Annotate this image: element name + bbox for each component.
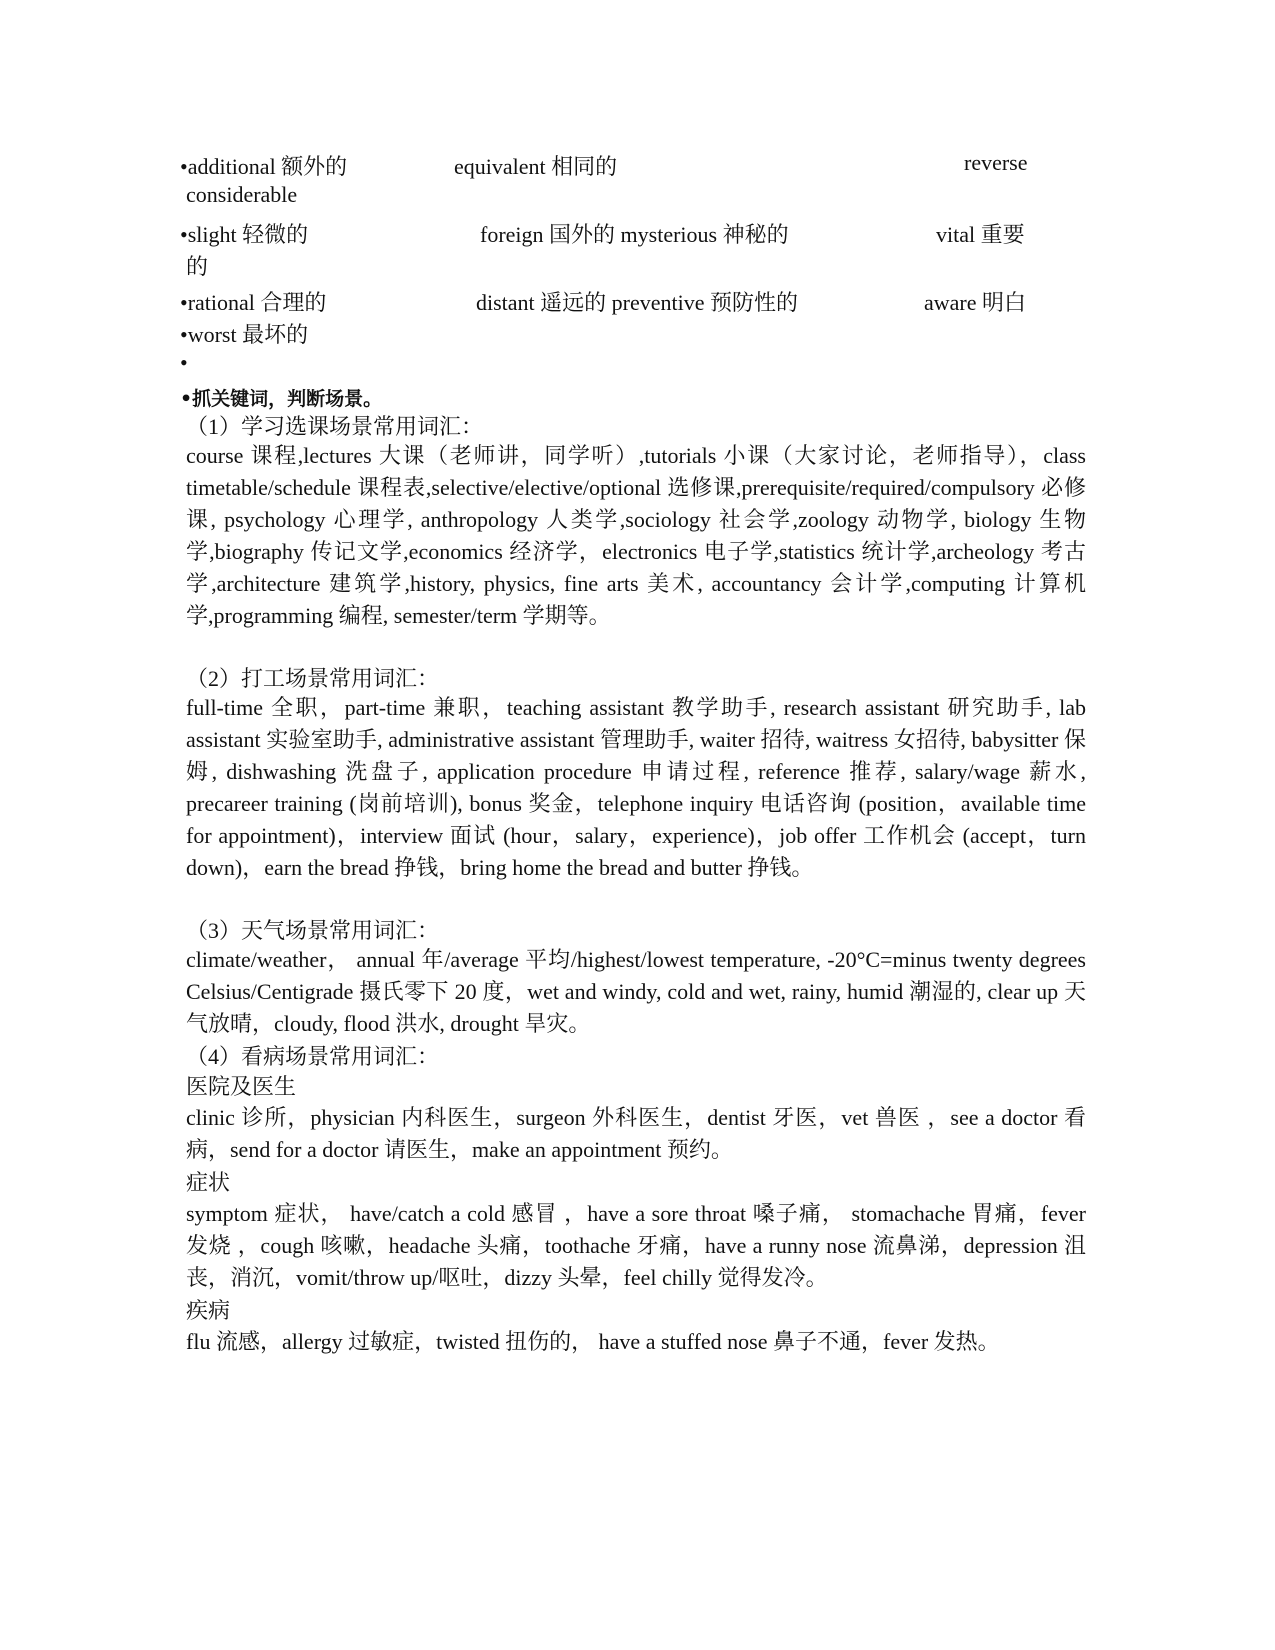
section-body: course 课程,lectures 大课（老师讲，同学听）,tutorials 小课（大家讨论，老师指导），class timetable/schedule 课程表,selective/elective/optional 选修课,prerequisite/required/compulsory 必修课, psychology 心理学, anthropology 人类学,sociology 社会学,zoology 动物学, biology 生物学,biography 传记文学,economics 经济学，electronics 电子学,statistics 统计学,archeology 考古学,architecture 建筑学,history, physics, fine arts 美术, accountancy 会计学,computing 计算机学,programming 编程, semester/term 学期等。 bbox=[186, 443, 1086, 628]
section-title: （3）天气场景常用词汇： bbox=[186, 918, 440, 943]
vocab-item: vital 重要 bbox=[936, 222, 1025, 247]
vocab-item: foreign 国外的 mysterious 神秘的 bbox=[480, 222, 789, 247]
vocab-row bbox=[180, 318, 1086, 350]
subheading: 医院及医生 bbox=[186, 1074, 297, 1099]
section-title: （1）学习选课场景常用词汇： bbox=[186, 414, 484, 439]
bullet: • bbox=[180, 350, 188, 375]
vocab-item: equivalent 相同的 bbox=[454, 154, 618, 179]
section-title: （2）打工场景常用词汇： bbox=[186, 666, 440, 691]
vocab-item: aware 明白 bbox=[924, 290, 1027, 315]
vocab-wrap: considerable bbox=[186, 182, 298, 207]
section-title: （4）看病场景常用词汇： bbox=[186, 1044, 440, 1069]
vocab-item: distant 遥远的 preventive 预防性的 bbox=[476, 290, 799, 315]
vocab-wrap: 的 bbox=[186, 254, 209, 279]
section-body: symptom 症状， have/catch a cold 感冒 ，have a sore throat 嗓子痛， stomachache 胃痛，fever 发烧 ，cough 咳嗽，headache 头痛，toothache 牙痛，have a runny nose 流鼻涕，depression 沮丧，消沉，vomit/throw up/呕吐，dizzy 头晕，feel chilly 觉得发冷。 bbox=[186, 1201, 1086, 1290]
vocab-item: •additional 额外的 bbox=[180, 154, 348, 179]
vocab-row bbox=[180, 218, 1086, 250]
vocab-row bbox=[180, 286, 1086, 318]
tip-heading: •抓关键词，判断场景。 bbox=[180, 388, 383, 410]
vocab-item: •worst 最坏的 bbox=[180, 322, 309, 347]
vocab-row bbox=[180, 350, 1086, 382]
section-body: clinic 诊所，physician 内科医生，surgeon 外科医生，dentist 牙医，vet 兽医 ，see a doctor 看病，send for a doctor 请医生，make an appointment 预约。 bbox=[186, 1105, 1086, 1162]
vocab-item: reverse bbox=[964, 150, 1028, 175]
vocab-item: •rational 合理的 bbox=[180, 290, 327, 315]
section-body: climate/weather， annual 年/average 平均/highest/lowest temperature, -20°C=minus twenty degrees Celsius/Centigrade 摄氏零下 20 度，wet and windy, cold and wet, rainy, humid 潮湿的, clear up 天气放晴，cloudy, flood 洪水, drought 旱灾。 bbox=[186, 947, 1086, 1036]
subheading: 疾病 bbox=[186, 1298, 231, 1323]
document-content bbox=[180, 150, 1086, 1358]
subheading: 症状 bbox=[186, 1170, 231, 1195]
section-body: flu 流感，allergy 过敏症，twisted 扭伤的， have a stuffed nose 鼻子不通，fever 发热。 bbox=[186, 1329, 1000, 1354]
section-body: full-time 全职，part-time 兼职，teaching assistant 教学助手, research assistant 研究助手, lab assistant 实验室助手, administrative assistant 管理助手, waiter 招待, waitress 女招待, babysitter 保姆, dishwashing 洗盘子, application procedure 申请过程, reference 推荐, salary/wage 薪水, precareer training (岗前培训), bonus 奖金，telephone inquiry 电话咨询 (position，available time for appointment)，interview 面试 (hour，salary，experience)，job offer 工作机会 (accept，turn down)，earn the bread 挣钱，bring home the bread and butter 挣钱。 bbox=[186, 695, 1086, 880]
vocab-row bbox=[180, 150, 1086, 182]
vocab-item: •slight 轻微的 bbox=[180, 222, 309, 247]
